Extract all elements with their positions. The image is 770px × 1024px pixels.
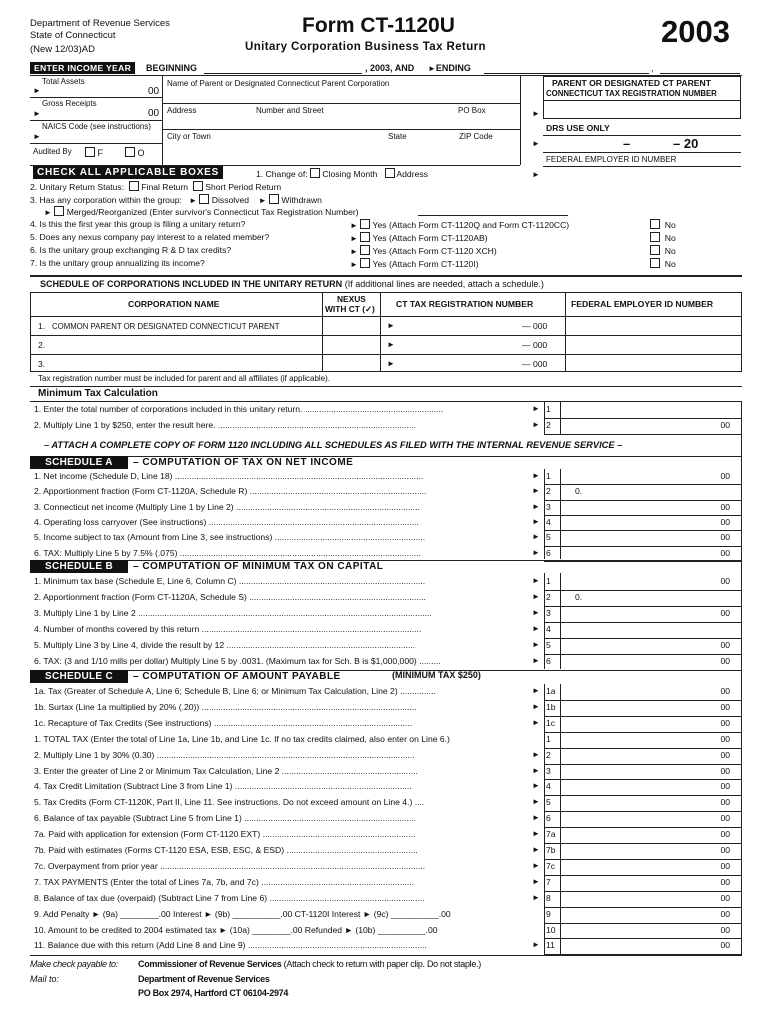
arrow-icon: ►: [532, 640, 540, 649]
row-divider: [544, 795, 741, 796]
line-number: 2: [546, 420, 551, 430]
audit-o-checkbox[interactable]: [125, 147, 135, 157]
line-item-text: 4. Number of months covered by this return ............................................................................................: [34, 624, 422, 634]
line-item-text: 6. Balance of tax payable (Subtract Line 5 from Line 1) ........................................................................: [34, 813, 417, 824]
line-item-text: 1c. Recapture of Tax Credits (See instructions) ...................................................................................: [34, 717, 413, 728]
line-item-text: 7b. Paid with estimates (Forms CT-1120 ESA, ESB, ESC, & ESD) .......................................................: [34, 845, 418, 855]
arrow-icon: ►: [532, 797, 540, 807]
line-item-text: 2. Apportionment fraction (Form CT-1120A, Schedule S) ..........................................................................: [34, 592, 426, 602]
corp-row-1-reg[interactable]: — 000: [522, 321, 548, 331]
number-street-label: Number and Street: [256, 106, 324, 115]
mail-address-2: PO Box 2974, Hartford CT 06104-2974: [138, 988, 289, 998]
row-divider: [544, 590, 741, 591]
arrow-icon: ►: [532, 420, 540, 429]
row-divider: [544, 811, 741, 812]
final-return-checkbox[interactable]: [129, 181, 139, 191]
line-number: 1a: [546, 686, 556, 696]
closing-month-checkbox[interactable]: [310, 168, 320, 178]
total-assets-label: Total Assets: [42, 77, 85, 86]
line-number: 3: [546, 501, 551, 512]
q7-yes-checkbox[interactable]: [360, 258, 370, 268]
line-number: 6: [546, 656, 551, 666]
amount-field[interactable]: 00: [720, 845, 730, 855]
line-number: 6: [546, 813, 551, 824]
amount-field[interactable]: 00: [720, 686, 730, 696]
row-divider: [544, 418, 741, 419]
amount-field[interactable]: 00: [720, 765, 730, 776]
line-number: 10: [546, 924, 556, 935]
unitary-status-row: 2. Unitary Return Status: Final Return Short Period Return: [30, 182, 282, 192]
line-item-text: 1. TOTAL TAX (Enter the total of Line 1a, Line 1b, and Line 1c. If no tax credits claimed, also enter on Line 6.): [34, 733, 450, 744]
address-change-checkbox[interactable]: [385, 168, 395, 178]
schedule-a-title: – COMPUTATION OF TAX ON NET INCOME: [133, 457, 354, 468]
address-label: Address: [167, 106, 197, 115]
change-of-row: 1. Change of: Closing Month Address: [256, 169, 428, 179]
arrow-icon: ►: [532, 656, 540, 665]
arrow-icon: ►: [532, 940, 540, 950]
arrow-icon: ►: [532, 892, 540, 902]
drs-use-only: DRS USE ONLY: [546, 123, 610, 133]
line-number: 6: [546, 547, 551, 558]
line-item-text: 7a. Paid with application for extension (Form CT-1120 EXT) ................................................................: [34, 829, 416, 840]
amount-field[interactable]: 00: [720, 908, 730, 919]
row-divider: [544, 748, 741, 749]
question-6: 6. Is the unitary group exchanging R & D tax credits?: [30, 245, 232, 255]
arrow-icon: ►: [532, 781, 540, 791]
line-item-text: 6. TAX: Multiply Line 5 by 7.5% (.075) .....................................................................................................: [34, 547, 421, 558]
arrow-icon: ►: [532, 876, 540, 886]
comma: ,: [651, 63, 654, 73]
arrow-icon: ►: [532, 471, 540, 480]
line-item-text: 5. Multiply Line 3 by Line 4, divide the result by 12 ...............................................................................: [34, 640, 416, 650]
line-number: 7c: [546, 860, 556, 871]
amount-field[interactable]: 00: [720, 471, 730, 481]
line-item-text: 7. TAX PAYMENTS (Enter the total of Lines 7a, 7b, and 7c) ................................................................: [34, 876, 415, 887]
registration-label: CONNECTICUT TAX REGISTRATION NUMBER: [546, 89, 717, 98]
line-number: 1c: [546, 717, 556, 728]
corp-row-2-num: 2.: [38, 340, 46, 350]
line-item-text: 1. Enter the total number of corporations included in this unitary return. ..........................................................: [34, 404, 444, 414]
line-number: 4: [546, 781, 551, 792]
line-number: 8: [546, 892, 551, 903]
amount-field[interactable]: 00: [720, 420, 730, 430]
total-assets-cents: 00: [148, 86, 160, 97]
line-item-text: 5. Income subject to tax (Amount from Line 3, see instructions) ...............................................................: [34, 532, 426, 543]
dissolved-row: 3. Has any corporation within the group: ► Dissolved ► Withdrawn: [30, 195, 322, 205]
form-subtitle: Unitary Corporation Business Tax Return: [245, 41, 486, 53]
dept-name: Department of Revenue Services: [30, 18, 170, 29]
line-number: 7b: [546, 845, 556, 855]
zip-label: ZIP Code: [459, 132, 493, 141]
mail-address-1: Department of Revenue Services: [138, 974, 270, 984]
arrow-icon: ►: [387, 321, 395, 330]
row-divider: [544, 843, 741, 844]
line-item-text: 4. Operating loss carryover (See instructions) ........................................................................................: [34, 516, 419, 527]
schedule-b-tag: SCHEDULE B: [30, 560, 128, 573]
mail-to-label: Mail to:: [30, 974, 60, 984]
line-item-text: 10. Amount to be credited to 2004 estimated tax ► (10a) ________.00 Refunded ► (10b) __________.00: [34, 924, 438, 935]
arrow-icon: ►: [532, 576, 540, 585]
line-item-text: 7c. Overpayment from prior year ...............................................................................................................: [34, 860, 426, 871]
arrow-icon: ►: [532, 624, 540, 633]
arrow-icon: ►: [532, 813, 540, 823]
apportionment-fraction-field[interactable]: 0.: [575, 592, 583, 602]
amount-field[interactable]: 00: [720, 656, 730, 666]
line-item-text: 1b. Surtax (Line 1a multiplied by 20% (.20)) ..........................................................................................: [34, 701, 417, 712]
arrow-icon: ►: [532, 592, 540, 601]
row-divider: [544, 700, 741, 701]
arrow-icon: ►: [33, 132, 41, 141]
state-name: State of Connecticut: [30, 30, 116, 41]
line-item-text: 2. Multiply Line 1 by $250, enter the result here. ...................................................................................: [34, 420, 417, 430]
row-divider: [544, 716, 741, 717]
parent-title: PARENT OR DESIGNATED CT PARENT: [552, 78, 711, 88]
row-divider: [544, 606, 741, 607]
line-number: 11: [546, 940, 555, 951]
arrow-icon: ►: [532, 701, 540, 711]
row-divider: [544, 907, 741, 908]
survivor-registration-field[interactable]: [418, 215, 568, 216]
arrow-icon: ►: [532, 532, 540, 542]
q5-yes-checkbox[interactable]: [360, 232, 370, 242]
row-divider: [544, 827, 741, 828]
q7-yes: ► Yes (Attach Form CT-1120I): [350, 259, 479, 269]
amount-field[interactable]: 00: [720, 516, 730, 527]
row-divider: [544, 891, 741, 892]
line-number: 9: [546, 908, 551, 919]
line-number: 2: [546, 486, 551, 497]
city-label: City or Town: [167, 132, 211, 141]
arrow-icon: ►: [532, 765, 540, 775]
amount-field[interactable]: 00: [720, 717, 730, 728]
attach-notice: – ATTACH A COMPLETE COPY OF FORM 1120 INCLUDING ALL SCHEDULES AS FILED WITH THE INTERNAL REVENUE SERVICE –: [44, 440, 623, 450]
corp-row-3-num: 3.: [38, 359, 46, 369]
arrow-icon: ►: [532, 547, 540, 557]
amount-field[interactable]: 00: [720, 640, 730, 650]
amount-field[interactable]: 00: [720, 860, 730, 871]
merged-row: ► Merged/Reorganized (Enter survivor's Connecticut Tax Registration Number): [44, 207, 359, 217]
fein-dash: –: [623, 136, 631, 151]
amount-field[interactable]: 00: [720, 924, 730, 935]
ending-year-field[interactable]: [660, 73, 740, 74]
arrow-icon: ►: [33, 86, 41, 95]
row-divider: [544, 764, 741, 765]
line-item-text: 11. Balance due with this return (Add Line 8 and Line 9) ...........................................................................: [34, 940, 427, 951]
beginning-label: BEGINNING: [146, 63, 198, 73]
q4-no: No: [650, 219, 676, 230]
line-item-text: 5. Tax Credits (Form CT-1120K, Part II, Line 11. See instructions. Do not exceed amount on Line 4.) ....: [34, 797, 425, 808]
question-4: 4. Is this the first year this group is filing a unitary return?: [30, 219, 246, 229]
check-boxes-title: CHECK ALL APPLICABLE BOXES: [33, 166, 223, 179]
line-item-text: 3. Enter the greater of Line 2 or Minimum Tax Calculation, Line 2 .........................................................: [34, 765, 418, 776]
form-revision: (New 12/03)AD: [30, 44, 95, 55]
merged-checkbox[interactable]: [54, 206, 64, 216]
line-number: 5: [546, 532, 551, 543]
col-nexus: NEXUS: [337, 294, 366, 304]
q5-yes: ► Yes (Attach Form CT-1120AB): [350, 233, 488, 243]
apportionment-fraction-field[interactable]: 0.: [575, 486, 583, 497]
tax-year: 2003: [661, 14, 730, 49]
line-number: 1: [546, 733, 551, 744]
amount-field[interactable]: 00: [720, 501, 730, 512]
col-nexus-ct: WITH CT (✓): [325, 304, 375, 314]
corp-row-3-reg[interactable]: — 000: [522, 359, 548, 369]
q6-yes-checkbox[interactable]: [360, 245, 370, 255]
withdrawn-checkbox[interactable]: [269, 194, 279, 204]
row-divider: [544, 546, 741, 547]
schedule-c-minimum: (MINIMUM TAX $250): [392, 670, 481, 680]
amount-field[interactable]: 00: [720, 576, 730, 586]
q4-yes: ► Yes (Attach Form CT-1120Q and Form CT-1120CC): [350, 220, 570, 230]
audit-f: F: [85, 147, 103, 158]
line-item-text: 9. Add Penalty ► (9a) ________.00 Interest ► (9b) __________.00 CT-1120I Interest ► (9c) __________.00: [34, 908, 451, 919]
line-item-text: 2. Apportionment fraction (Form CT-1120A, Schedule R) ..........................................................................: [34, 486, 427, 497]
line-number: 7a: [546, 829, 556, 840]
fein-dash-20: – 20: [673, 136, 699, 151]
row-divider: [544, 484, 741, 485]
line-number: 4: [546, 624, 551, 634]
amount-field[interactable]: 00: [720, 940, 730, 951]
line-number: 1: [546, 471, 551, 481]
arrow-icon: ►: [532, 845, 540, 854]
ending-field[interactable]: [484, 73, 649, 74]
schedule-a-tag: SCHEDULE A: [30, 456, 128, 469]
short-period-checkbox[interactable]: [193, 181, 203, 191]
naics-label: NAICS Code (see instructions): [42, 122, 151, 131]
line-number: 1: [546, 576, 551, 586]
po-box-label: PO Box: [458, 106, 486, 115]
payee-line: Commissioner of Revenue Services (Attach check to return with paper clip. Do not staple.): [138, 959, 481, 969]
q6-yes: ► Yes (Attach Form CT-1120 XCH): [350, 246, 497, 256]
corp-row-1-name: COMMON PARENT OR DESIGNATED CONNECTICUT PARENT: [52, 322, 280, 331]
income-year-label: ENTER INCOME YEAR: [30, 62, 135, 74]
line-number: 5: [546, 797, 551, 808]
q6-no: No: [650, 245, 676, 256]
amount-field[interactable]: 00: [720, 733, 730, 744]
corp-row-1-num: 1.: [38, 321, 46, 331]
line-number: 1: [546, 404, 551, 414]
row-divider: [544, 500, 741, 501]
and-label: , 2003, AND: [365, 63, 415, 73]
amount-field[interactable]: 00: [720, 547, 730, 558]
row-divider: [544, 530, 741, 531]
arrow-icon: ►: [33, 109, 41, 118]
amount-field[interactable]: 00: [720, 813, 730, 824]
form-title: Form CT-1120U: [302, 14, 455, 37]
row-divider: [544, 515, 741, 516]
amount-field[interactable]: 00: [720, 781, 730, 792]
col-fein: FEDERAL EMPLOYER ID NUMBER: [571, 299, 714, 309]
line-item-text: 8. Balance of tax due (overpaid) (Subtract Line 7 from Line 6) .................................................................: [34, 892, 425, 903]
audited-by-label: Audited By: [33, 147, 72, 156]
arrow-icon: ►: [532, 829, 540, 839]
col-ct-registration: CT TAX REGISTRATION NUMBER: [396, 299, 534, 309]
amount-field[interactable]: 00: [720, 532, 730, 543]
line-number: 4: [546, 516, 551, 527]
question-5: 5. Does any nexus company pay interest to a related member?: [30, 232, 270, 242]
line-item-text: 3. Connecticut net income (Multiply Line 1 by Line 2) .............................................................................: [34, 501, 420, 512]
arrow-icon: ►: [387, 340, 395, 349]
row-divider: [544, 779, 741, 780]
audit-f-checkbox[interactable]: [85, 147, 95, 157]
arrow-icon: ►: [532, 686, 540, 695]
line-number: 7: [546, 876, 551, 887]
schedule-b-title: – COMPUTATION OF MINIMUM TAX ON CAPITAL: [133, 561, 384, 572]
line-number: 1b: [546, 701, 556, 712]
amount-field[interactable]: 00: [720, 829, 730, 840]
arrow-icon: ►: [532, 486, 540, 496]
question-7: 7. Is the unitary group annualizing its income?: [30, 258, 205, 268]
row-divider: [544, 732, 741, 733]
arrow-icon: ►: [532, 501, 540, 511]
line-number: 5: [546, 640, 551, 650]
min-tax-title: Minimum Tax Calculation: [38, 388, 158, 399]
line-number: 2: [546, 592, 551, 602]
arrow-icon: ►: [532, 170, 540, 179]
line-item-text: 2. Multiply Line 1 by 30% (0.30) ............................................................................................................: [34, 749, 415, 760]
q4-no-checkbox[interactable]: [650, 219, 660, 229]
line-item-text: 1. Net income (Schedule D, Line 18) ........................................................................................................: [34, 471, 424, 481]
arrow-icon: ►: [532, 516, 540, 526]
audit-o: O: [125, 147, 145, 158]
line-number: 2: [546, 749, 551, 760]
line-item-text: 1. Minimum tax base (Schedule E, Line 6, Column C) ..............................................................................: [34, 576, 426, 586]
row-divider: [544, 434, 741, 435]
line-item-text: 3. Multiply Line 1 by Line 2 ...........................................................................................................................: [34, 608, 432, 618]
make-check-label: Make check payable to:: [30, 959, 118, 969]
q7-no: No: [650, 258, 676, 269]
q5-no: No: [650, 232, 676, 243]
arrow-icon: ►: [532, 109, 540, 118]
q5-no-checkbox[interactable]: [650, 232, 660, 242]
amount-field[interactable]: 00: [720, 876, 730, 887]
corp-footnote: Tax registration number must be included for parent and all affiliates (if applicable).: [38, 374, 331, 383]
line-item-text: 4. Tax Credit Limitation (Subtract Line 3 from Line 1) ..........................................................................: [34, 781, 412, 792]
row-divider: [544, 859, 741, 860]
arrow-icon: ►: [532, 717, 540, 727]
amount-field[interactable]: 00: [720, 892, 730, 903]
schedule-c-title: – COMPUTATION OF AMOUNT PAYABLE: [133, 671, 341, 682]
arrow-icon: ►: [532, 749, 540, 759]
arrow-icon: ►: [532, 860, 540, 870]
beginning-field[interactable]: [204, 73, 362, 74]
q7-no-checkbox[interactable]: [650, 258, 660, 268]
q6-no-checkbox[interactable]: [650, 245, 660, 255]
fein-label: FEDERAL EMPLOYER ID NUMBER: [546, 155, 677, 164]
gross-receipts-cents: 00: [148, 108, 160, 119]
col-corporation-name: CORPORATION NAME: [128, 299, 220, 309]
amount-field[interactable]: 00: [720, 797, 730, 808]
schedule-c-tag: SCHEDULE C: [30, 670, 128, 683]
row-divider: [544, 875, 741, 876]
arrow-icon: ►: [532, 139, 540, 148]
line-item-text: 1a. Tax (Greater of Schedule A, Line 6; Schedule B, Line 6; or Minimum Tax Calculation, Line 2) ...............: [34, 686, 436, 696]
amount-field[interactable]: 00: [720, 701, 730, 712]
line-number: 3: [546, 608, 551, 618]
q4-yes-checkbox[interactable]: [360, 219, 370, 229]
row-divider: [544, 938, 741, 939]
parent-name-label: Name of Parent or Designated Connecticut Parent Corporation: [167, 79, 390, 88]
line-number: 3: [546, 765, 551, 776]
schedule-corporations-heading: SCHEDULE OF CORPORATIONS INCLUDED IN THE UNITARY RETURN (If additional lines are needed, attach a schedule.): [40, 279, 544, 289]
dissolved-checkbox[interactable]: [199, 194, 209, 204]
amount-field[interactable]: 00: [720, 749, 730, 760]
row-divider: [544, 654, 741, 655]
line-item-text: 6. TAX: (3 and 1/10 mills per dollar) Multiply Line 5 by .0031. (Maximum tax for Sch. B is $1,000,000) .........: [34, 656, 441, 666]
state-label: State: [388, 132, 407, 141]
gross-receipts-label: Gross Receipts: [42, 99, 97, 108]
corp-row-2-reg[interactable]: — 000: [522, 340, 548, 350]
row-divider: [544, 923, 741, 924]
arrow-icon: ►: [387, 359, 395, 368]
row-divider: [544, 638, 741, 639]
row-divider: [544, 622, 741, 623]
amount-field[interactable]: 00: [720, 608, 730, 618]
arrow-icon: ►: [532, 608, 540, 617]
ending-label: ►ENDING: [428, 63, 471, 73]
arrow-icon: ►: [532, 404, 540, 413]
